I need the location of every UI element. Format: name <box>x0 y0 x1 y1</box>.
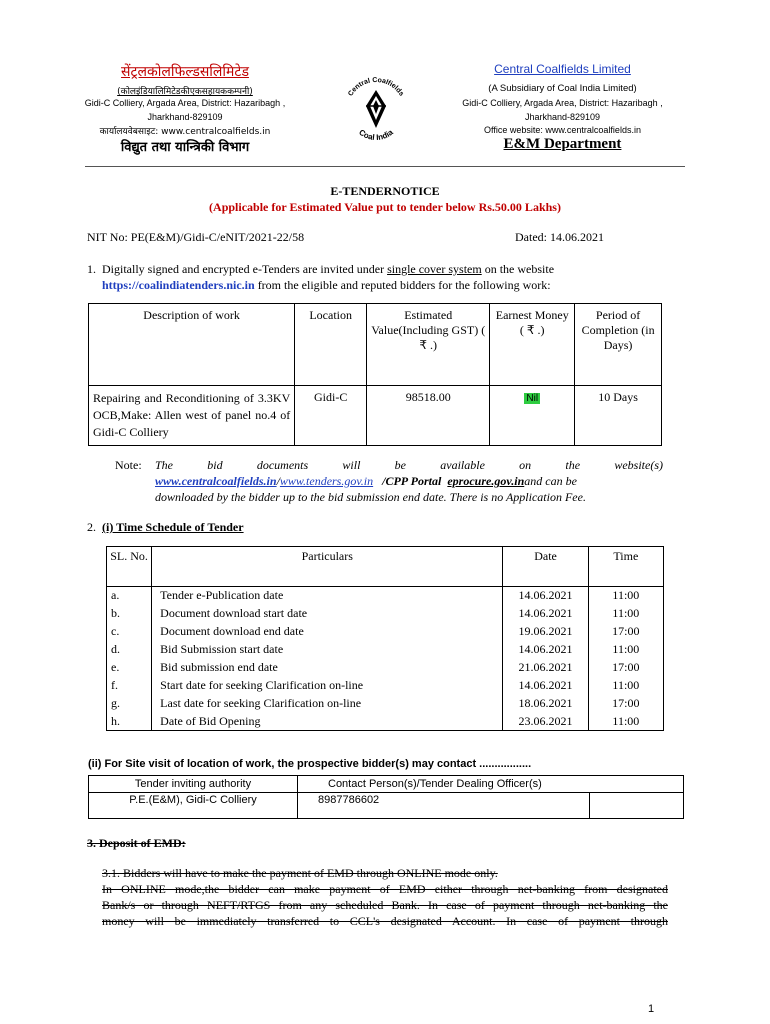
site-visit-title: (ii) For Site visit of location of work, the prospective bidder(s) may contact ................. <box>88 758 532 770</box>
schedule-sl: c. <box>107 623 152 641</box>
schedule-row <box>107 695 664 713</box>
tenders-gov-link[interactable]: www.tenders.gov.in <box>279 474 374 488</box>
company-name-hindi: सेंट्रलकोलफिल्डसलिमिटेड <box>121 64 249 80</box>
ccl-website-link[interactable]: www.centralcoalfields.in <box>155 474 277 488</box>
section3-line1: 3.1. Bidders will have to make the payment of EMD through ONLINE mode only. <box>102 866 498 880</box>
header-divider <box>85 166 685 167</box>
para1-line2 <box>102 278 692 293</box>
schedule-time: 11:00 <box>612 588 640 603</box>
work-estimated-value: 98518.00 <box>367 386 490 446</box>
schedule-row <box>107 677 664 695</box>
header-period: Period of Completion (in Days) <box>575 304 662 386</box>
para1-text-b: on the website <box>481 262 555 276</box>
section3-line3: Bank/s or through NEFT/RTGS from any scheduled Bank. In case of payment through net-banking the <box>102 898 668 912</box>
tender-authority-header: Tender inviting authority <box>89 776 298 793</box>
svg-text:Coal India <box>357 127 395 142</box>
para1-line1 <box>102 262 692 277</box>
section3-line4: money will be immediately transferred to CCL's designated Account. In case of payment through <box>102 914 668 928</box>
schedule-sl: d. <box>107 641 152 659</box>
tender-authority-value: P.E.(E&M), Gidi-C Colliery <box>89 793 298 819</box>
logo-arc-text: Central Coalfields <box>347 76 405 98</box>
schedule-sl: g. <box>107 695 152 713</box>
work-location: Gidi-C <box>295 386 367 446</box>
schedule-time: 11:00 <box>612 642 640 656</box>
col-date: Date <box>503 547 588 587</box>
left-website: कार्यालयवेबसाइट: www.centralcoalfields.in <box>99 127 271 137</box>
schedule-row <box>107 659 664 677</box>
notice-title: E-TENDERNOTICE <box>330 184 440 198</box>
schedule-sl: f. <box>107 677 152 695</box>
right-address-line2: Jharkhand-829109 <box>524 112 601 122</box>
section2-title: (i) Time Schedule of Tender <box>102 520 244 534</box>
header-description: Description of work <box>89 304 295 386</box>
schedule-row <box>107 605 664 623</box>
work-table <box>88 303 662 446</box>
cpp-portal-label: /CPP Portal <box>382 474 442 488</box>
work-period: 10 Days <box>575 386 662 446</box>
left-address-line2: Jharkhand-829109 <box>147 112 223 122</box>
work-description: Repairing and Reconditioning of 3.3KV OCB,Make: Allen west of panel no.4 of Gidi-C Colliery <box>89 386 295 446</box>
schedule-date: 21.06.2021 <box>503 659 588 677</box>
schedule-sl: b. <box>107 605 152 623</box>
header-location: Location <box>295 304 367 386</box>
para1-text-c: from the eligible and reputed bidders for the following work: <box>254 278 551 292</box>
schedule-time: 11:00 <box>612 678 640 692</box>
section2-number: 2. <box>87 520 96 534</box>
section3-line2: In ONLINE mode,the bidder can make payment of EMD either through net-banking from designated <box>102 882 668 896</box>
schedule-particular: Date of Bid Opening <box>152 713 503 731</box>
site-visit-empty-header <box>589 776 684 793</box>
contact-person-value: 8987786602 <box>298 793 590 819</box>
schedule-particular: Bid Submission start date <box>152 641 503 659</box>
schedule-date: 14.06.2021 <box>503 587 588 605</box>
header-earnest-money: Earnest Money ( ₹ .) <box>490 304 575 386</box>
nit-date: Dated: 14.06.2021 <box>515 230 604 244</box>
page-number: 1 <box>648 1003 655 1015</box>
schedule-time: 11:00 <box>612 606 640 620</box>
note-tail: and can be <box>524 474 577 488</box>
schedule-date: 14.06.2021 <box>503 677 588 695</box>
site-visit-empty-cell <box>589 793 684 819</box>
schedule-time: 17:00 <box>612 660 640 674</box>
dept-hindi: विद्युत तथा यान्त्रिकी विभाग <box>120 140 250 155</box>
schedule-particular: Bid submission end date <box>152 659 503 677</box>
schedule-date: 14.06.2021 <box>503 641 588 659</box>
schedule-particular: Start date for seeking Clarification on-line <box>152 677 503 695</box>
schedule-row <box>107 623 664 641</box>
schedule-time: 17:00 <box>612 696 640 710</box>
site-visit-table <box>88 775 684 819</box>
contact-person-header: Contact Person(s)/Tender Dealing Officer(s) <box>298 776 590 793</box>
schedule-time: 17:00 <box>612 624 640 638</box>
note-line1: The bid documents will be available on the website(s) <box>155 458 663 472</box>
schedule-sl: h. <box>107 713 152 731</box>
right-address-line1: Gidi-C Colliery, Argada Area, District: Hazaribagh , <box>462 98 663 108</box>
single-cover-link: single cover system <box>387 262 482 276</box>
coal-india-logo <box>338 70 414 146</box>
schedule-particular: Tender e-Publication date <box>152 587 503 605</box>
section3-heading: 3. Deposit of EMD: <box>87 836 186 850</box>
logo-bottom-text: Coal India <box>357 127 395 143</box>
schedule-particular: Document download end date <box>152 623 503 641</box>
schedule-row <box>107 587 664 605</box>
para1-number: 1. <box>87 262 96 276</box>
schedule-date: 18.06.2021 <box>503 695 588 713</box>
tender-website-link[interactable]: https://coalindiatenders.nic.in <box>102 278 255 292</box>
work-emd <box>490 386 575 446</box>
subsidiary-hindi: (कोलइंडियालिमिटेडकीएकसहायककम्पनी) <box>117 87 253 97</box>
col-particulars: Particulars <box>152 547 503 587</box>
schedule-particular: Document download start date <box>152 605 503 623</box>
schedule-time: 11:00 <box>612 713 640 728</box>
subsidiary: (A Subsidiary of Coal India Limited) <box>488 83 637 94</box>
dept-name: E&M Department <box>503 136 622 152</box>
header-estimated-value: Estimated Value(Including GST) ( ₹ .) <box>367 304 490 386</box>
schedule-sl: a. <box>107 587 152 605</box>
para1-text-a: Digitally signed and encrypted e-Tenders are invited under <box>102 262 388 276</box>
left-address-line1: Gidi-C Colliery, Argada Area, District: Hazaribagh , <box>84 98 286 108</box>
nit-number: NIT No: PE(E&M)/Gidi-C/eNIT/2021-22/58 <box>87 230 305 244</box>
company-name: Central Coalfields Limited <box>494 62 631 76</box>
schedule-date: 14.06.2021 <box>503 605 588 623</box>
schedule-table <box>106 546 664 731</box>
notice-subtitle: (Applicable for Estimated Value put to tender below Rs.50.00 Lakhs) <box>209 200 561 214</box>
right-website: Office website: www.centralcoalfields.in <box>484 125 641 135</box>
note-label: Note: <box>115 458 142 472</box>
col-time: Time <box>588 547 663 587</box>
schedule-particular: Last date for seeking Clarification on-line <box>152 695 503 713</box>
eprocure-link[interactable]: eprocure.gov.in <box>447 474 525 488</box>
note-line3: downloaded by the bidder up to the bid submission end date. There is no Application Fee. <box>155 490 586 504</box>
schedule-date: 19.06.2021 <box>503 623 588 641</box>
schedule-date: 23.06.2021 <box>503 713 588 731</box>
note-line2: www.centralcoalfields.in/www.tenders.gov.in /CPP Portal eprocure.gov.inand can be <box>155 474 577 488</box>
schedule-sl: e. <box>107 659 152 677</box>
emd-nil-highlight: Nil <box>526 393 539 404</box>
col-sl: SL. No. <box>107 547 152 587</box>
schedule-row <box>107 713 664 731</box>
schedule-row <box>107 641 664 659</box>
